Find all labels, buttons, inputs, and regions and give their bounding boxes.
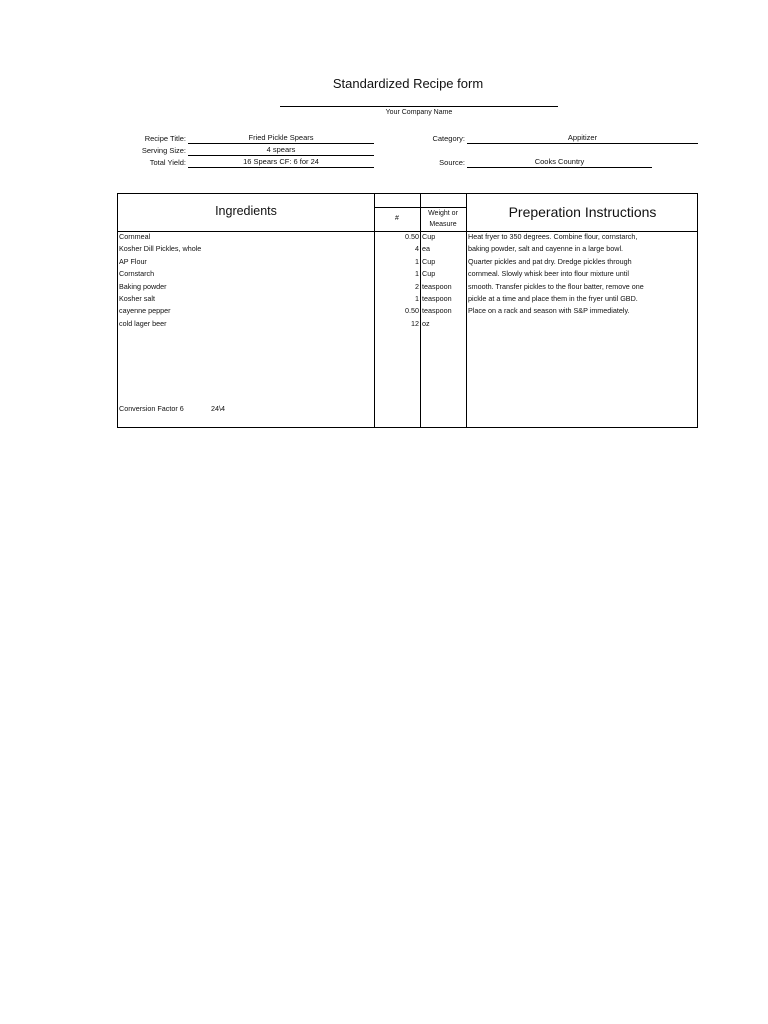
recipe-title-value: Fried Pickle Spears <box>188 133 374 144</box>
ingredients-header: Ingredients <box>215 204 277 218</box>
instruction-line: baking powder, salt and cayenne in a large bowl. <box>468 244 624 254</box>
ingredient-unit: oz <box>422 318 430 328</box>
number-header: # <box>395 215 399 222</box>
recipe-title-label: Recipe Title: <box>144 134 186 143</box>
serving-size-value: 4 spears <box>188 145 374 156</box>
ingredient-unit: teaspoon <box>422 294 452 303</box>
ingredient-qty: 1 <box>415 269 419 279</box>
instruction-line: Heat fryer to 350 degrees. Combine flour, cornstarch, <box>468 232 638 241</box>
ingredient-unit: ea <box>422 244 430 254</box>
company-name: Your Company Name <box>385 109 453 116</box>
conversion-label: Conversion Factor 6 <box>119 404 184 413</box>
ingredient-unit: Cup <box>422 256 436 266</box>
instructions-header: Preperation Instructions <box>508 204 657 220</box>
ingredient-qty: 1 <box>415 256 419 266</box>
ingredient-name: Cornstarch <box>119 269 155 279</box>
ingredient-qty: 4 <box>415 244 419 254</box>
total-yield-value: 16 Spears CF: 6 for 24 <box>188 157 374 168</box>
conversion-value: 24\4 <box>211 404 225 413</box>
source-label: Source: <box>439 158 465 167</box>
ingredient-name: cayenne pepper <box>119 306 171 316</box>
recipe-table <box>117 193 698 428</box>
ingredient-name: cold lager beer <box>119 318 167 328</box>
ingredient-unit: teaspoon <box>422 306 452 316</box>
ingredient-qty: 1 <box>415 294 419 303</box>
company-line <box>280 106 558 107</box>
instruction-line: Quarter pickles and pat dry. Dredge pickles through <box>468 256 632 266</box>
ingredient-name: AP Flour <box>119 256 147 266</box>
ingredient-name: Baking powder <box>119 281 167 291</box>
ingredient-name: Kosher Dill Pickles, whole <box>119 244 202 254</box>
ingredient-qty: 12 <box>411 318 419 328</box>
category-label: Category: <box>432 134 465 143</box>
instruction-line: smooth. Transfer pickles to the flour batter, remove one <box>468 281 644 291</box>
instruction-line: pickle at a time and place them in the fryer until GBD. <box>468 294 638 303</box>
weight-header-line2: Measure <box>429 221 457 228</box>
serving-size-label: Serving Size: <box>141 146 186 155</box>
ingredient-qty: 0.50 <box>405 232 419 241</box>
ingredient-unit: Cup <box>422 232 436 241</box>
instruction-line: Place on a rack and season with S&P immediately. <box>468 306 630 316</box>
instruction-line: cornmeal. Slowly whisk beer into flour mixture until <box>468 269 629 279</box>
ingredient-qty: 0.50 <box>405 306 419 316</box>
total-yield-label: Total Yield: <box>149 158 186 167</box>
form-title: Standardized Recipe form <box>332 76 484 91</box>
ingredient-qty: 2 <box>415 281 419 291</box>
source-value: Cooks Country <box>467 157 652 168</box>
weight-header-line1: Weight or <box>428 210 458 217</box>
ingredient-unit: teaspoon <box>422 281 452 291</box>
ingredient-name: Cornmeal <box>119 232 151 241</box>
ingredient-name: Kosher salt <box>119 294 155 303</box>
ingredient-unit: Cup <box>422 269 436 279</box>
column-divider <box>466 194 467 427</box>
category-value: Appitizer <box>467 133 698 144</box>
